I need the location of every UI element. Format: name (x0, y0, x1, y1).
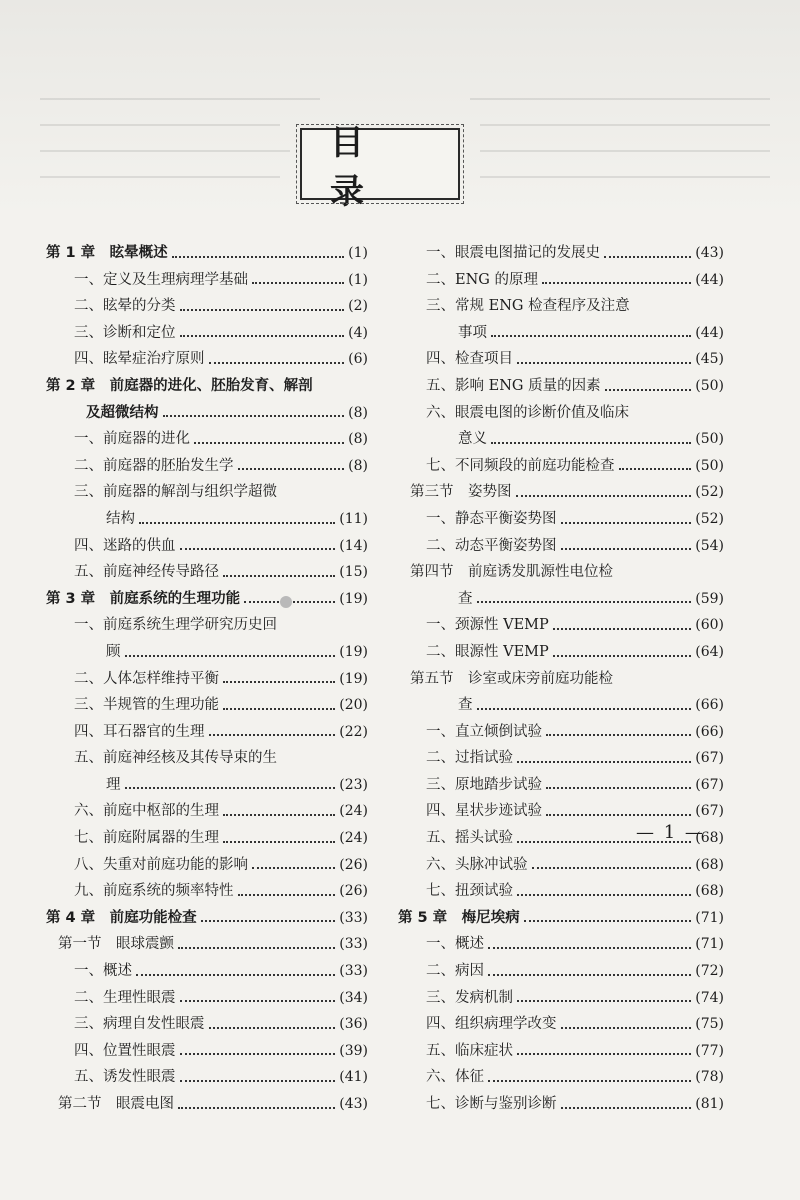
toc-section-entry (398, 559, 724, 586)
toc-page-number: (68) (695, 856, 724, 873)
toc-entry-text: 一、概述 (74, 963, 132, 980)
toc-item-entry (46, 985, 368, 1012)
toc-item-entry-continued (46, 506, 368, 533)
toc-item-entry (398, 533, 724, 560)
dot-leader (136, 958, 335, 976)
toc-item-entry (398, 639, 724, 666)
toc-entry-text: 第 2 章 前庭器的进化、胚胎发育、解剖 (46, 377, 313, 394)
dot-leader (201, 905, 336, 923)
page-number: — 1 — (636, 822, 705, 843)
dot-leader (561, 1091, 692, 1109)
toc-page-number: (1) (348, 271, 368, 288)
dot-leader (561, 506, 692, 524)
toc-item-entry (46, 878, 368, 905)
toc-entry-text: 四、组织病理学改变 (426, 1016, 557, 1033)
toc-entry-text: 二、眼源性 VEMP (426, 643, 549, 660)
toc-item-entry (46, 1011, 368, 1038)
toc-entry-text: 二、人体怎样维持平衡 (74, 670, 219, 687)
toc-entry-text: 五、前庭神经核及其传导束的生 (74, 750, 277, 767)
toc-page-number: (66) (695, 723, 724, 740)
toc-entry-text: 七、不同频段的前庭功能检查 (426, 457, 615, 474)
toc-page-number: (71) (695, 909, 724, 926)
toc-entry-text: 二、病因 (426, 963, 484, 980)
toc-item-entry (398, 373, 724, 400)
toc-entry-text: 查 (458, 697, 473, 714)
dot-leader (561, 533, 692, 551)
toc-item-entry (398, 985, 724, 1012)
dot-leader (178, 1091, 335, 1109)
toc-item-entry (398, 1064, 724, 1091)
toc-item-entry (398, 1038, 724, 1065)
toc-page-number: (50) (695, 457, 724, 474)
toc-page-number: (33) (339, 936, 368, 953)
toc-entry-text: 一、前庭器的进化 (74, 431, 190, 448)
toc-page-number: (1) (348, 245, 368, 261)
dot-leader (491, 320, 691, 338)
toc-page-number: (33) (339, 963, 368, 980)
toc-page-number: (72) (695, 963, 724, 980)
toc-page-number: (43) (695, 245, 724, 261)
toc-entry-text: 第四节 前庭诱发肌源性电位检 (410, 564, 613, 581)
toc-chapter-entry (46, 373, 368, 400)
toc-item-entry (398, 719, 724, 746)
dot-leader (553, 612, 691, 630)
toc-page-number: (44) (695, 271, 724, 288)
toc-page-number: (74) (695, 989, 724, 1006)
page-title: 目 录 (300, 128, 460, 200)
toc-page-number: (24) (339, 830, 368, 847)
toc-entry-text: 八、失重对前庭功能的影响 (74, 856, 248, 873)
toc-page-number: (54) (695, 537, 724, 554)
toc-item-entry (398, 346, 724, 373)
toc-item-entry (46, 612, 368, 639)
toc-page-number: (43) (339, 1096, 368, 1112)
toc-entry-text: 第 1 章 眩晕概述 (46, 245, 168, 261)
dot-leader (180, 533, 336, 551)
toc-page-number: (19) (339, 643, 368, 660)
dot-leader (180, 1064, 336, 1082)
toc-entry-text: 理 (106, 776, 121, 793)
toc-entry-text: 一、直立倾倒试验 (426, 723, 542, 740)
toc-entry-text: 六、头脉冲试验 (426, 856, 528, 873)
toc-page-number: (19) (339, 590, 368, 607)
toc-page-number: (60) (695, 617, 724, 634)
toc-entry-text: 第五节 诊室或床旁前庭功能检 (410, 670, 613, 687)
toc-item-entry (46, 559, 368, 586)
toc-chapter-entry (398, 905, 724, 932)
toc-item-entry (398, 267, 724, 294)
toc-chapter-entry (46, 586, 368, 613)
toc-entry-text: 事项 (458, 324, 487, 341)
dot-leader (252, 852, 335, 870)
toc-entry-text: 一、概述 (426, 936, 484, 953)
toc-page-number: (36) (339, 1016, 368, 1033)
toc-page-number: (66) (695, 697, 724, 714)
dot-leader (488, 958, 691, 976)
toc-item-entry (398, 506, 724, 533)
toc-item-entry (46, 453, 368, 480)
dot-leader (180, 293, 345, 311)
toc-item-entry (46, 426, 368, 453)
dot-leader (209, 346, 345, 364)
toc-page-number: (67) (695, 750, 724, 767)
toc-item-entry (46, 533, 368, 560)
toc-entry-text: 三、前庭器的解剖与组织学超微 (74, 484, 277, 501)
toc-entry-text: 二、前庭器的胚胎发生学 (74, 457, 234, 474)
dot-leader (238, 878, 336, 896)
toc-entry-text: 七、扭颈试验 (426, 883, 513, 900)
toc-item-entry (398, 1011, 724, 1038)
dot-leader (517, 1038, 691, 1056)
toc-entry-text: 二、ENG 的原理 (426, 271, 538, 288)
dot-leader (178, 931, 335, 949)
toc-entry-text: 顾 (106, 643, 121, 660)
dot-leader (524, 905, 692, 923)
dot-leader (180, 985, 336, 1003)
toc-page-number: (20) (339, 697, 368, 714)
toc-page-number: (52) (695, 484, 724, 501)
toc-section-entry (46, 931, 368, 958)
dot-leader (517, 745, 691, 763)
dot-leader (542, 267, 691, 285)
toc-entry-text: 五、影响 ENG 质量的因素 (426, 377, 601, 394)
print-spot (280, 596, 292, 608)
toc-entry-text: 四、位置性眼震 (74, 1042, 176, 1059)
toc-entry-text: 第 5 章 梅尼埃病 (398, 909, 520, 926)
dot-leader (172, 240, 344, 258)
toc-entry-text: 二、生理性眼震 (74, 989, 176, 1006)
toc-item-entry-continued (46, 639, 368, 666)
toc-page-number: (77) (695, 1042, 724, 1059)
toc-item-entry (46, 745, 368, 772)
toc-entry-text: 第 3 章 前庭系统的生理功能 (46, 590, 241, 607)
toc-item-entry (398, 240, 724, 267)
toc-entry-text: 意义 (458, 431, 487, 448)
dot-leader (516, 479, 692, 497)
toc-entry-text: 第 4 章 前庭功能检查 (46, 909, 197, 926)
toc-page-number: (81) (695, 1096, 724, 1112)
toc-entry-text: 五、前庭神经传导路径 (74, 564, 219, 581)
dot-leader (488, 931, 691, 949)
toc-section-entry (46, 1091, 368, 1118)
toc-entry-text: 一、定义及生理病理学基础 (74, 271, 248, 288)
toc-item-entry (398, 400, 724, 427)
toc-page-number: (67) (695, 803, 724, 820)
toc-entry-text: 四、眩晕症治疗原则 (74, 351, 205, 368)
dot-leader (180, 1038, 336, 1056)
toc-chapter-entry (46, 905, 368, 932)
toc-entry-text: 三、常规 ENG 检查程序及注意 (426, 298, 630, 315)
dot-leader (604, 240, 691, 258)
toc-item-entry (398, 612, 724, 639)
toc-item-entry (46, 267, 368, 294)
toc-page-number: (22) (339, 723, 368, 740)
toc-entry-text: 九、前庭系统的频率特性 (74, 883, 234, 900)
toc-page-number: (19) (339, 670, 368, 687)
toc-right-column (398, 240, 724, 1118)
dot-leader (252, 267, 344, 285)
toc-entry-text: 二、过指试验 (426, 750, 513, 767)
toc-entry-text: 三、诊断和定位 (74, 324, 176, 341)
toc-page-number: (78) (695, 1069, 724, 1086)
toc-page-number: (6) (348, 351, 368, 368)
toc-entry-text: 一、颈源性 VEMP (426, 617, 549, 634)
toc-page-number: (59) (695, 590, 724, 607)
dot-leader (194, 426, 344, 444)
dot-leader (139, 506, 335, 524)
toc-item-entry (398, 745, 724, 772)
dot-leader (125, 639, 336, 657)
toc-item-entry (46, 666, 368, 693)
toc-item-entry (398, 772, 724, 799)
toc-item-entry (46, 798, 368, 825)
toc-entry-text: 四、耳石器官的生理 (74, 723, 205, 740)
toc-item-entry (398, 878, 724, 905)
dot-leader (209, 719, 336, 737)
toc-page-number: (4) (348, 324, 368, 341)
toc-item-entry (398, 852, 724, 879)
toc-page-number: (26) (339, 883, 368, 900)
dot-leader (223, 825, 335, 843)
toc-chapter-entry (46, 240, 368, 267)
toc-entry-text: 五、摇头试验 (426, 830, 513, 847)
toc-page-number: (2) (348, 298, 368, 315)
toc-section-entry-continued (398, 586, 724, 613)
toc-page-number: (41) (339, 1069, 368, 1086)
toc-page-number: (23) (339, 776, 368, 793)
toc-page-number: (8) (348, 431, 368, 448)
toc-entry-text: 三、半规管的生理功能 (74, 697, 219, 714)
toc-entry-text: 一、眼震电图描记的发展史 (426, 245, 600, 261)
toc-item-entry (398, 453, 724, 480)
toc-page-number: (68) (695, 830, 724, 847)
toc-item-entry (46, 825, 368, 852)
toc-page-number: (8) (348, 404, 368, 421)
dot-leader (163, 400, 345, 418)
toc-entry-text: 六、前庭中枢部的生理 (74, 803, 219, 820)
toc-entry-text: 第二节 眼震电图 (58, 1096, 174, 1112)
toc-item-entry (46, 293, 368, 320)
toc-page-number: (44) (695, 324, 724, 341)
dot-leader (605, 373, 692, 391)
dot-leader (209, 1011, 336, 1029)
toc-entry-text: 第一节 眼球震颤 (58, 936, 174, 953)
toc-page-number: (50) (695, 431, 724, 448)
toc-item-entry (46, 692, 368, 719)
dot-leader (546, 719, 691, 737)
toc-item-entry (398, 931, 724, 958)
toc-page-number: (45) (695, 351, 724, 368)
dot-leader (477, 586, 692, 604)
dot-leader (517, 346, 691, 364)
dot-leader (223, 559, 335, 577)
dot-leader (546, 798, 691, 816)
toc-entry-text: 五、诱发性眼震 (74, 1069, 176, 1086)
toc-entry-text: 四、迷路的供血 (74, 537, 176, 554)
dot-leader (488, 1064, 691, 1082)
dot-leader (561, 1011, 692, 1029)
dot-leader (517, 985, 691, 1003)
toc-chapter-entry-continued (46, 400, 368, 427)
toc-entry-text: 第三节 姿势图 (410, 484, 512, 501)
toc-entry-text: 三、原地踏步试验 (426, 776, 542, 793)
toc-item-entry (398, 958, 724, 985)
toc-item-entry (46, 958, 368, 985)
toc-entry-text: 七、前庭附属器的生理 (74, 830, 219, 847)
toc-page-number: (68) (695, 883, 724, 900)
toc-entry-text: 三、发病机制 (426, 989, 513, 1006)
toc-entry-text: 查 (458, 590, 473, 607)
toc-item-entry-continued (46, 772, 368, 799)
toc-entry-text: 七、诊断与鉴别诊断 (426, 1096, 557, 1112)
dot-leader (223, 692, 335, 710)
dot-leader (223, 666, 335, 684)
toc-page-number: (75) (695, 1016, 724, 1033)
toc-entry-text: 四、检查项目 (426, 351, 513, 368)
toc-entry-text: 二、眩晕的分类 (74, 298, 176, 315)
toc-page-number: (11) (339, 510, 368, 527)
toc-item-entry (46, 479, 368, 506)
dot-leader (223, 798, 335, 816)
toc-item-entry (398, 1091, 724, 1118)
toc-item-entry (46, 346, 368, 373)
toc-page-number: (64) (695, 643, 724, 660)
toc-left-column (46, 240, 368, 1118)
toc-page-number: (33) (339, 909, 368, 926)
toc-item-entry (398, 293, 724, 320)
toc-page-number: (34) (339, 989, 368, 1006)
toc-item-entry (46, 852, 368, 879)
toc-entry-text: 二、动态平衡姿势图 (426, 537, 557, 554)
dot-leader (491, 426, 691, 444)
toc-item-entry (46, 719, 368, 746)
toc-entry-text: 四、星状步迹试验 (426, 803, 542, 820)
toc-item-entry (46, 1064, 368, 1091)
toc-item-entry (46, 320, 368, 347)
dot-leader (532, 852, 692, 870)
dot-leader (180, 320, 345, 338)
toc-entry-text: 及超微结构 (86, 404, 159, 421)
toc-page-number: (24) (339, 803, 368, 820)
toc-page-number: (67) (695, 776, 724, 793)
toc-entry-text: 一、前庭系统生理学研究历史回 (74, 617, 277, 634)
dot-leader (546, 772, 691, 790)
toc-item-entry-continued (398, 320, 724, 347)
toc-section-entry (398, 479, 724, 506)
dot-leader (125, 772, 336, 790)
toc-entry-text: 结构 (106, 510, 135, 527)
toc-entry-text: 一、静态平衡姿势图 (426, 510, 557, 527)
toc-page-number: (39) (339, 1042, 368, 1059)
toc-page-number: (14) (339, 537, 368, 554)
toc-page-number: (50) (695, 377, 724, 394)
toc-entry-text: 五、临床症状 (426, 1042, 513, 1059)
dot-leader (238, 453, 345, 471)
dot-leader (517, 878, 691, 896)
toc-item-entry (46, 1038, 368, 1065)
toc-page-number: (8) (348, 457, 368, 474)
toc-item-entry-continued (398, 426, 724, 453)
dot-leader (477, 692, 692, 710)
toc-section-entry (398, 666, 724, 693)
toc-entry-text: 六、体征 (426, 1069, 484, 1086)
toc-page-number: (15) (339, 564, 368, 581)
dot-leader (553, 639, 691, 657)
toc-section-entry-continued (398, 692, 724, 719)
toc-entry-text: 三、病理自发性眼震 (74, 1016, 205, 1033)
toc-page-number: (26) (339, 856, 368, 873)
toc-entry-text: 六、眼震电图的诊断价值及临床 (426, 404, 629, 421)
dot-leader (619, 453, 692, 471)
toc-page-number: (52) (695, 510, 724, 527)
toc-page-number: (71) (695, 936, 724, 953)
